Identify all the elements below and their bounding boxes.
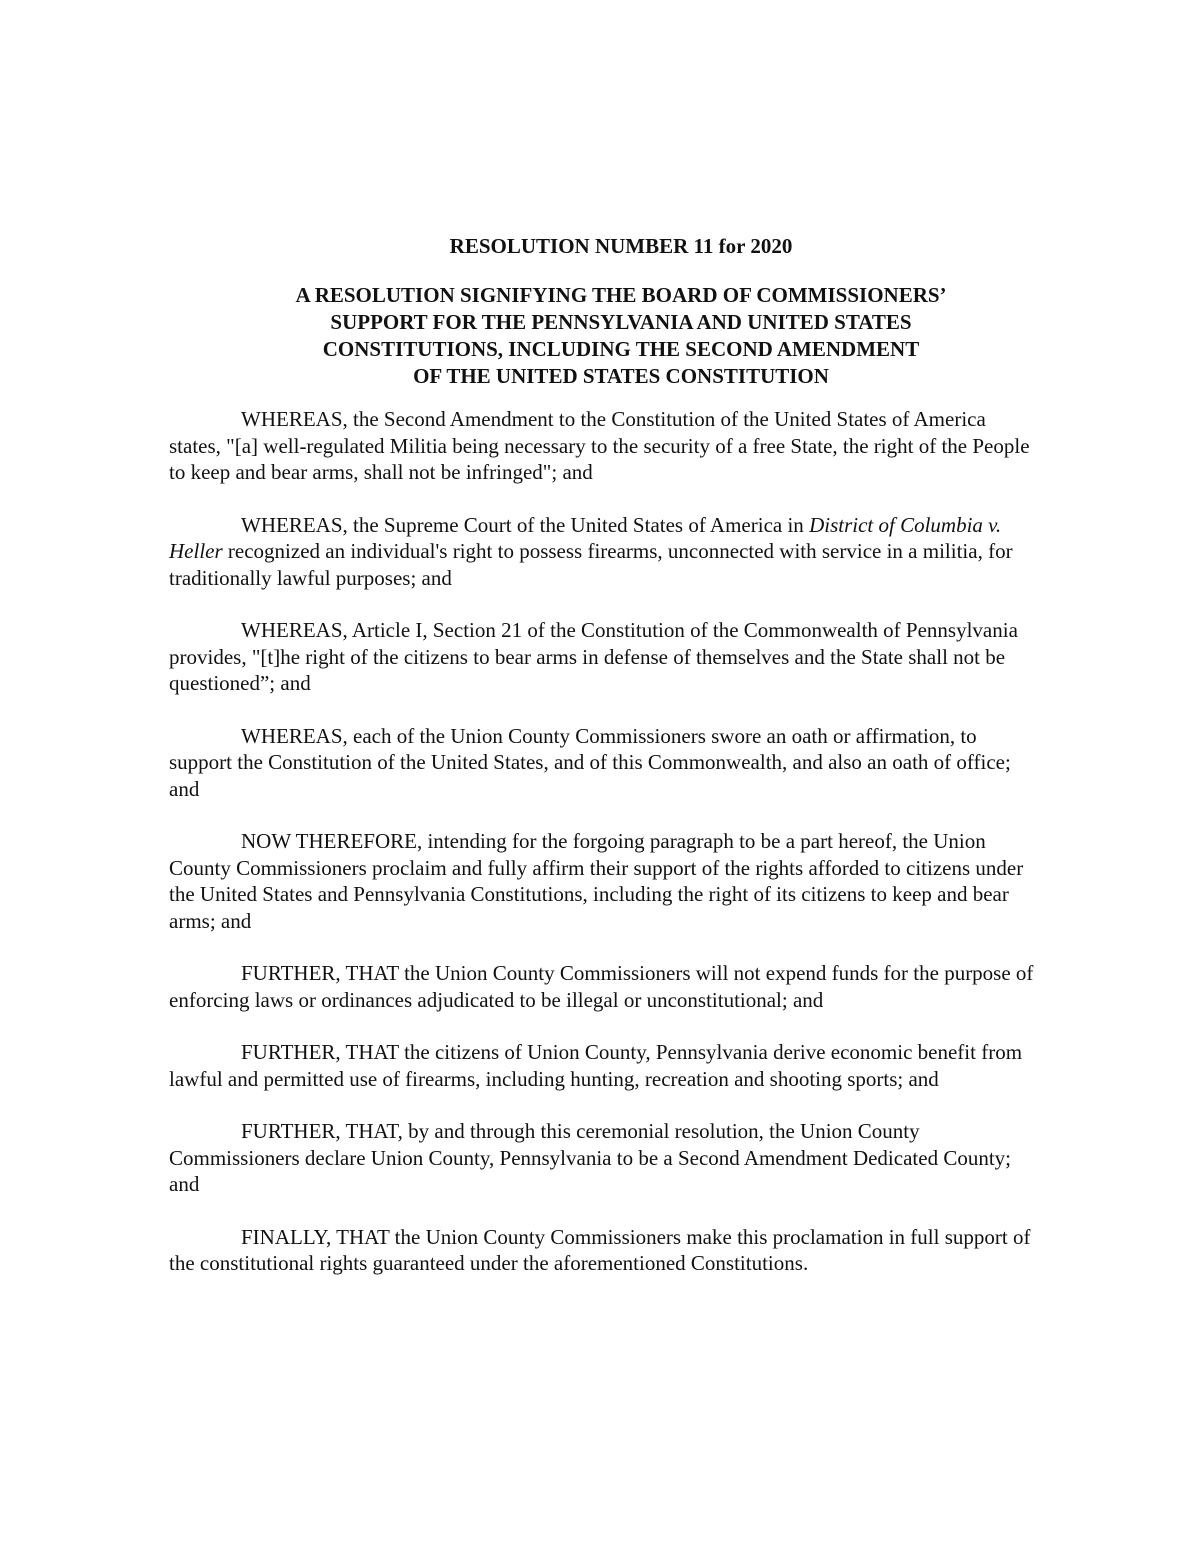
paragraph-further-economic-benefit: FURTHER, THAT the citizens of Union County, Pennsylvania derive economic benefit from lawful and permitted use of firearms, including hunting, recreation and shooting sports; and — [169, 1040, 1023, 1091]
paragraph-text: recognized an individual's right to possess firearms, unconnected with service in a militia, for traditionally lawful purposes; and — [169, 539, 1013, 590]
paragraph-further-dedicated-county: FURTHER, THAT, by and through this ceremonial resolution, the Union County Commissioners declare Union County, Pennsylvania to be a Second Amendment Dedicated County; and — [169, 1119, 1011, 1196]
paragraph-now-therefore: NOW THEREFORE, intending for the forgoing paragraph to be a part hereof, the Union County Commissioners proclaim and fully affirm their support of the rights afforded to citizens under the United States and Pennsylvania Constitutions, including the right of its citizens to keep and bear arms; and — [169, 829, 1024, 933]
title-line-1: A RESOLUTION SIGNIFYING THE BOARD OF COMMISSIONERS’ — [295, 283, 947, 307]
paragraph-further-funds: FURTHER, THAT the Union County Commissioners will not expend funds for the purpose of enforcing laws or ordinances adjudicated to be illegal or unconstitutional; and — [169, 961, 1034, 1012]
paragraph-text: WHEREAS, the Supreme Court of the United States of America in — [241, 512, 810, 537]
paragraph-whereas-second-amendment: WHEREAS, the Second Amendment to the Constitution of the United States of America states, "[a] well-regulated Militia being necessary to the security of a free State, the right of the People to keep and bear arms, shall not be infringed"; and — [169, 407, 1030, 484]
paragraph-whereas-pa-constitution: WHEREAS, Article I, Section 21 of the Constitution of the Commonwealth of Pennsylvania provides, "[t]he right of the citizens to bear arms in defense of themselves and the State shall not be questioned”; and — [169, 618, 1018, 695]
paragraph-whereas-supreme-court — [169, 512, 1035, 592]
resolution-number: RESOLUTION NUMBER 11 for 2020 — [449, 234, 793, 258]
title-line-4: OF THE UNITED STATES CONSTITUTION — [413, 364, 829, 388]
title-line-2: SUPPORT FOR THE PENNSYLVANIA AND UNITED STATES — [330, 310, 912, 334]
paragraph-whereas-oath: WHEREAS, each of the Union County Commissioners swore an oath or affirmation, to support the Constitution of the United States, and of this Commonwealth, and also an oath of office; and — [169, 723, 1011, 801]
case-citation: District of Columbia v. Heller — [169, 512, 1002, 563]
title-line-3: CONSTITUTIONS, INCLUDING THE SECOND AMENDMENT — [322, 337, 920, 361]
document-page — [169, 232, 1035, 1303]
resolution-title — [169, 282, 1035, 390]
paragraph-finally: FINALLY, THAT the Union County Commissioners make this proclamation in full support of the constitutional rights guaranteed under the aforementioned Constitutions. — [169, 1224, 1031, 1275]
